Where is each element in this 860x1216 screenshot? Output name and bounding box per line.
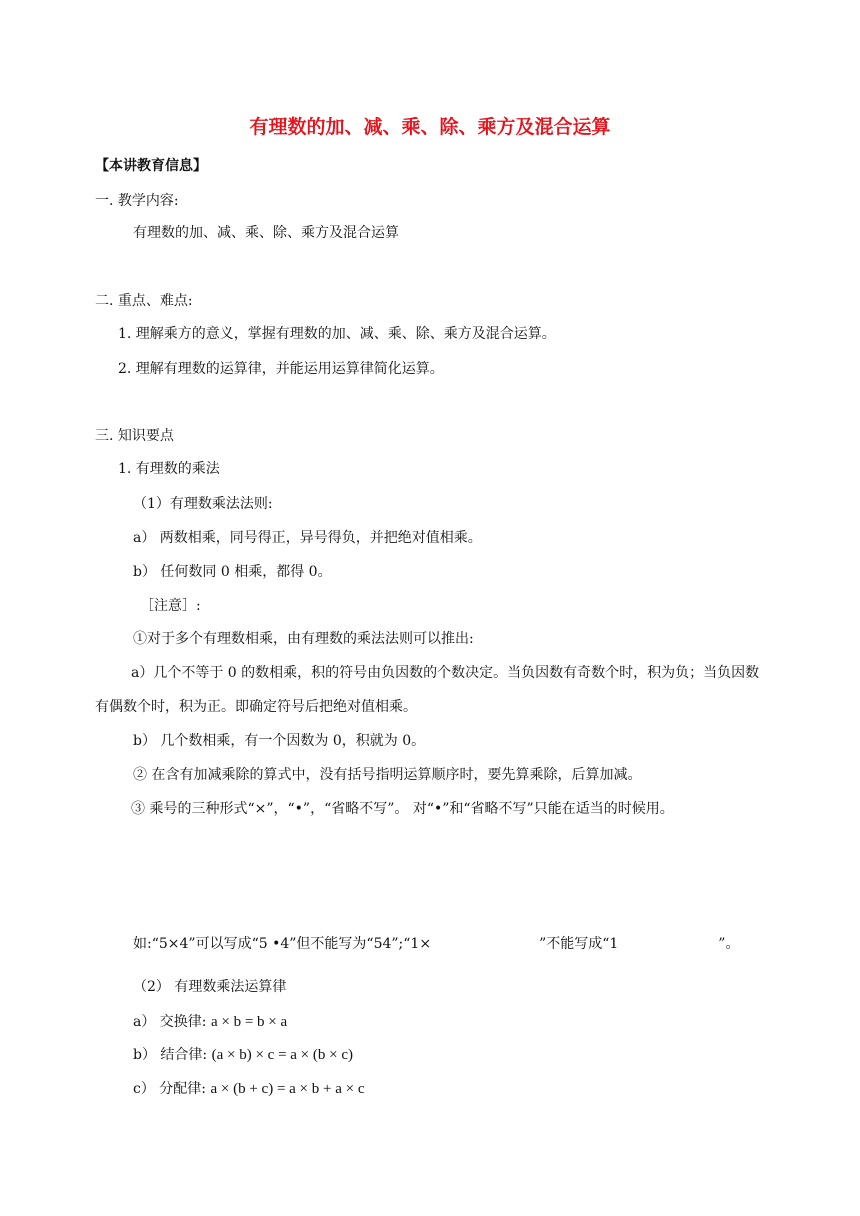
note-3: ③ 乘号的三种形式“×”，“•”，“省略不写”。 对“•”和“省略不写”只能在适当的时候用。	[131, 801, 674, 817]
subsection-multiplication: 1. 有理数的乘法	[118, 461, 220, 477]
example-part-1: 如:“5×4”可以写成“5 •4”但不能写为“54”;“1×	[133, 936, 432, 952]
commutative-formula: a × b = b × a	[210, 1014, 288, 1030]
law-commutative: a） 交换律: a × b = b × a	[133, 1014, 288, 1030]
rule-heading: （1）有理数乘法法则:	[133, 496, 273, 512]
note-a: a）几个不等于 0 的数相乘，积的符号由负因数的个数决定。当负因数有奇数个时，积为负；当负因数有偶数个时，积为正。即确定符号后把绝对值相乘。	[95, 665, 760, 715]
example-part-2: ”不能写成“1	[539, 936, 619, 952]
rule-a: a） 两数相乘，同号得正，异号得负，并把绝对值相乘。	[133, 530, 482, 546]
page-title: 有理数的加、减、乘、除、乘方及混合运算	[249, 116, 611, 138]
section-1-content: 有理数的加、减、乘、除、乘方及混合运算	[133, 225, 399, 241]
section-2-item-1: 1. 理解乘方的意义，掌握有理数的加、减、乘、除、乘方及混合运算。	[118, 326, 556, 342]
section-1-heading: 一. 教学内容:	[95, 193, 179, 209]
law-distributive: c） 分配律: a × (b + c) = a × b + a × c	[133, 1081, 365, 1097]
multiplication-example	[133, 935, 739, 953]
example-part-3: ”。	[718, 936, 740, 952]
section-2-heading: 二. 重点、难点:	[95, 293, 193, 309]
note-label: ［注意］:	[140, 598, 201, 614]
note-2: ② 在含有加减乘除的算式中，没有括号指明运算顺序时，要先算乘除，后算加减。	[133, 767, 642, 783]
note-b: b） 几个数相乘，有一个因数为 0，积就为 0。	[133, 733, 426, 749]
associative-formula: (a × b) × c = a × (b × c)	[211, 1047, 354, 1063]
note-1: ①对于多个有理数相乘，由有理数的乘法法则可以推出:	[133, 631, 474, 647]
rule-b: b） 任何数同 0 相乘，都得 0。	[133, 564, 332, 580]
distributive-formula: a × (b + c) = a × b + a × c	[210, 1081, 365, 1097]
section-2-item-2: 2. 理解有理数的运算律，并能运用运算律简化运算。	[118, 361, 444, 377]
law-heading: （2） 有理数乘法运算律	[133, 979, 287, 995]
law-associative: b） 结合律: (a × b) × c = a × (b × c)	[133, 1047, 354, 1063]
info-header: 【本讲教育信息】	[95, 158, 207, 174]
section-3-heading: 三. 知识要点	[95, 428, 174, 444]
